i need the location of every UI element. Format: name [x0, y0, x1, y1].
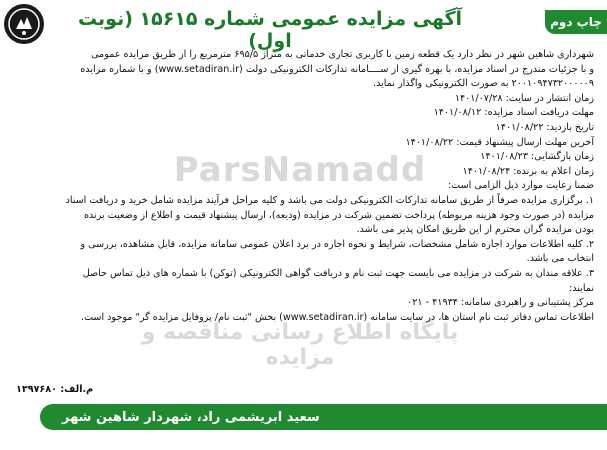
print-edition-badge: چاپ دوم: [545, 10, 607, 34]
footer: [0, 402, 607, 432]
serial-number: م.الف: ۱۳۹۷۶۸۰: [16, 384, 94, 395]
municipality-logo-icon: [4, 4, 44, 44]
notice-title: آگهی مزایده عمومی شماره ۱۵۶۱۵ (نوبت اول): [77, 8, 463, 52]
date-line: زمان انتشار در سایت: ۱۴۰۱/۰۷/۲۸: [454, 92, 594, 104]
intro-line: و با جزئیات مندرج در اسناد مزایده، با بهره گیری از ســــامانه تدارکات الکترونیکی دولت (www.setadiran.ir) و با شماره مزایده: [80, 63, 594, 75]
rule-line: ۱. برگزاری مزایده صرفاً از طریق سامانه تدارکات الکترونیکی دولت می باشد و کلیه مراحل فرآیند مزایده شامل خرید و دریافت اسناد: [65, 194, 594, 206]
date-line: تاریخ بازدید: ۱۴۰۱/۰۸/۲۲: [495, 121, 594, 133]
intro-line: شهرداری شاهین شهر در نظر دارد یک قطعه زمین با کاربری تجاری خدماتی به متراژ ۶۹۵/۵ مترمربع را از طریق مزایده عمومی: [91, 49, 594, 60]
watermark-persian: پایگاه اطلاع رسانی مناقصه و مزایده: [141, 320, 459, 370]
rule-line: مزایده (در صورت وجود هزینه مربوطه) پرداخت تضمین شرکت در مزایده (ودیعه)، ارسال پیشنهاد قیمت و اطلاع از وضعیت برنده: [83, 209, 594, 221]
rule-line: بودن مزایده گران محترم از این طریق امکان پذیر می باشد.: [356, 224, 594, 236]
rule-line: ۳. علاقه مندان به شرکت در مزایده می بایست جهت ثبت نام و دریافت گواهی الکترونیکی (توکن) با شماره های ذیل تماس حاصل: [82, 267, 594, 279]
header: [0, 0, 607, 52]
rule-line: مرکز پشتیبانی و راهبردی سامانه: ۴۱۹۳۴ - ۰۲۱: [407, 297, 594, 309]
watermark-latin: ParsNamadd: [173, 150, 427, 190]
signature-text: سعید ابریشمی راد، شهردار شاهین شهر: [62, 409, 320, 425]
signature-bar: [40, 404, 607, 430]
date-line: مهلت دریافت اسناد مزایده: ۱۴۰۱/۰۸/۱۲: [433, 107, 594, 119]
rule-line: انتخاب می باشد.: [526, 253, 594, 265]
date-line: آخرین مهلت ارسال پیشنهاد قیمت: ۱۴۰۱/۰۸/۲۲: [405, 136, 594, 148]
rules-heading: ضمنا رعایت موارد ذیل الزامی است:: [447, 180, 594, 192]
intro-line: ۲۰۰۱۰۹۴۷۳۲۰۰۰۰۰۹ به صورت الکترونیکی واگذار نماید.: [373, 78, 594, 90]
rule-line: ۲. کلیه اطلاعات موارد اجاره شامل مشخصات، شرایط و نحوه اجاره در برد اعلان عمومی سامانه مزایده، قابل مشاهده، بررسی و: [80, 238, 594, 250]
date-line: زمان اعلام به برنده: ۱۴۰۱/۰۸/۲۴: [462, 165, 594, 177]
notice-body: [16, 48, 594, 325]
date-line: زمان بازگشایی: ۱۴۰۱/۰۸/۲۳: [480, 151, 594, 163]
rule-line: نمایند:: [569, 282, 594, 294]
rule-line: اطلاعات تماس دفاتر ثبت نام استان ها، در سایت سامانه (www.setadiran.ir) بخش "ثبت نام/ پروفایل مزایده گر" موجود است.: [80, 311, 594, 323]
